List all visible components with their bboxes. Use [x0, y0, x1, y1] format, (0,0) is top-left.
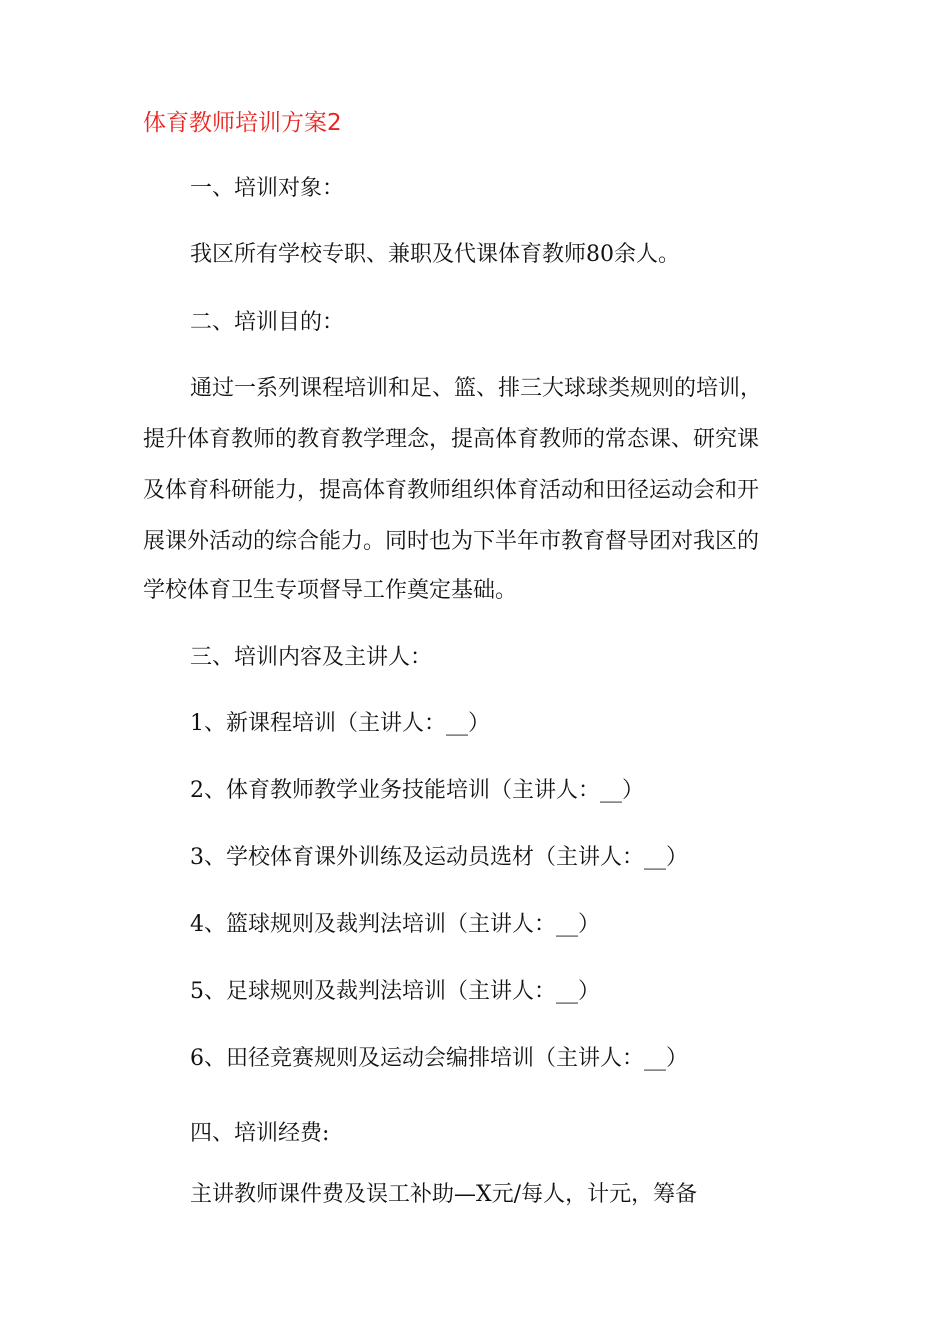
training-content-item: 3、学校体育课外训练及运动员选材（主讲人：__）: [190, 845, 688, 870]
training-content-item: 2、体育教师教学业务技能培训（主讲人：__）: [190, 778, 644, 803]
section-heading-training-target: 一、培训对象：: [190, 176, 345, 201]
purpose-paragraph-line: 提升体育教师的教育教学理念，提高体育教师的常态课、研究课: [143, 427, 760, 452]
purpose-paragraph-line: 通过一系列课程培训和足、篮、排三大球球类规则的培训，: [190, 376, 763, 401]
purpose-paragraph-line: 展课外活动的综合能力。同时也为下半年市教育督导团对我区的: [143, 529, 760, 554]
section-heading-training-content: 三、培训内容及主讲人：: [190, 645, 433, 670]
training-budget-text: 主讲教师课件费及误工补助—X元/每人，计元，筹备: [190, 1182, 698, 1207]
training-content-item: 5、足球规则及裁判法培训（主讲人：__）: [190, 979, 600, 1004]
section-heading-training-purpose: 二、培训目的：: [190, 310, 345, 335]
training-content-item: 1、新课程培训（主讲人：__）: [190, 711, 490, 736]
purpose-paragraph-line: 及体育科研能力，提高体育教师组织体育活动和田径运动会和开: [143, 478, 760, 503]
training-content-item: 4、篮球规则及裁判法培训（主讲人：__）: [190, 912, 600, 937]
document-title: 体育教师培训方案2: [143, 110, 342, 136]
training-target-text: 我区所有学校专职、兼职及代课体育教师80余人。: [190, 242, 680, 267]
training-content-item: 6、田径竞赛规则及运动会编排培训（主讲人：__）: [190, 1046, 688, 1071]
purpose-paragraph-line: 学校体育卫生专项督导工作奠定基础。: [143, 578, 518, 603]
section-heading-training-budget: 四、培训经费:: [190, 1121, 330, 1146]
